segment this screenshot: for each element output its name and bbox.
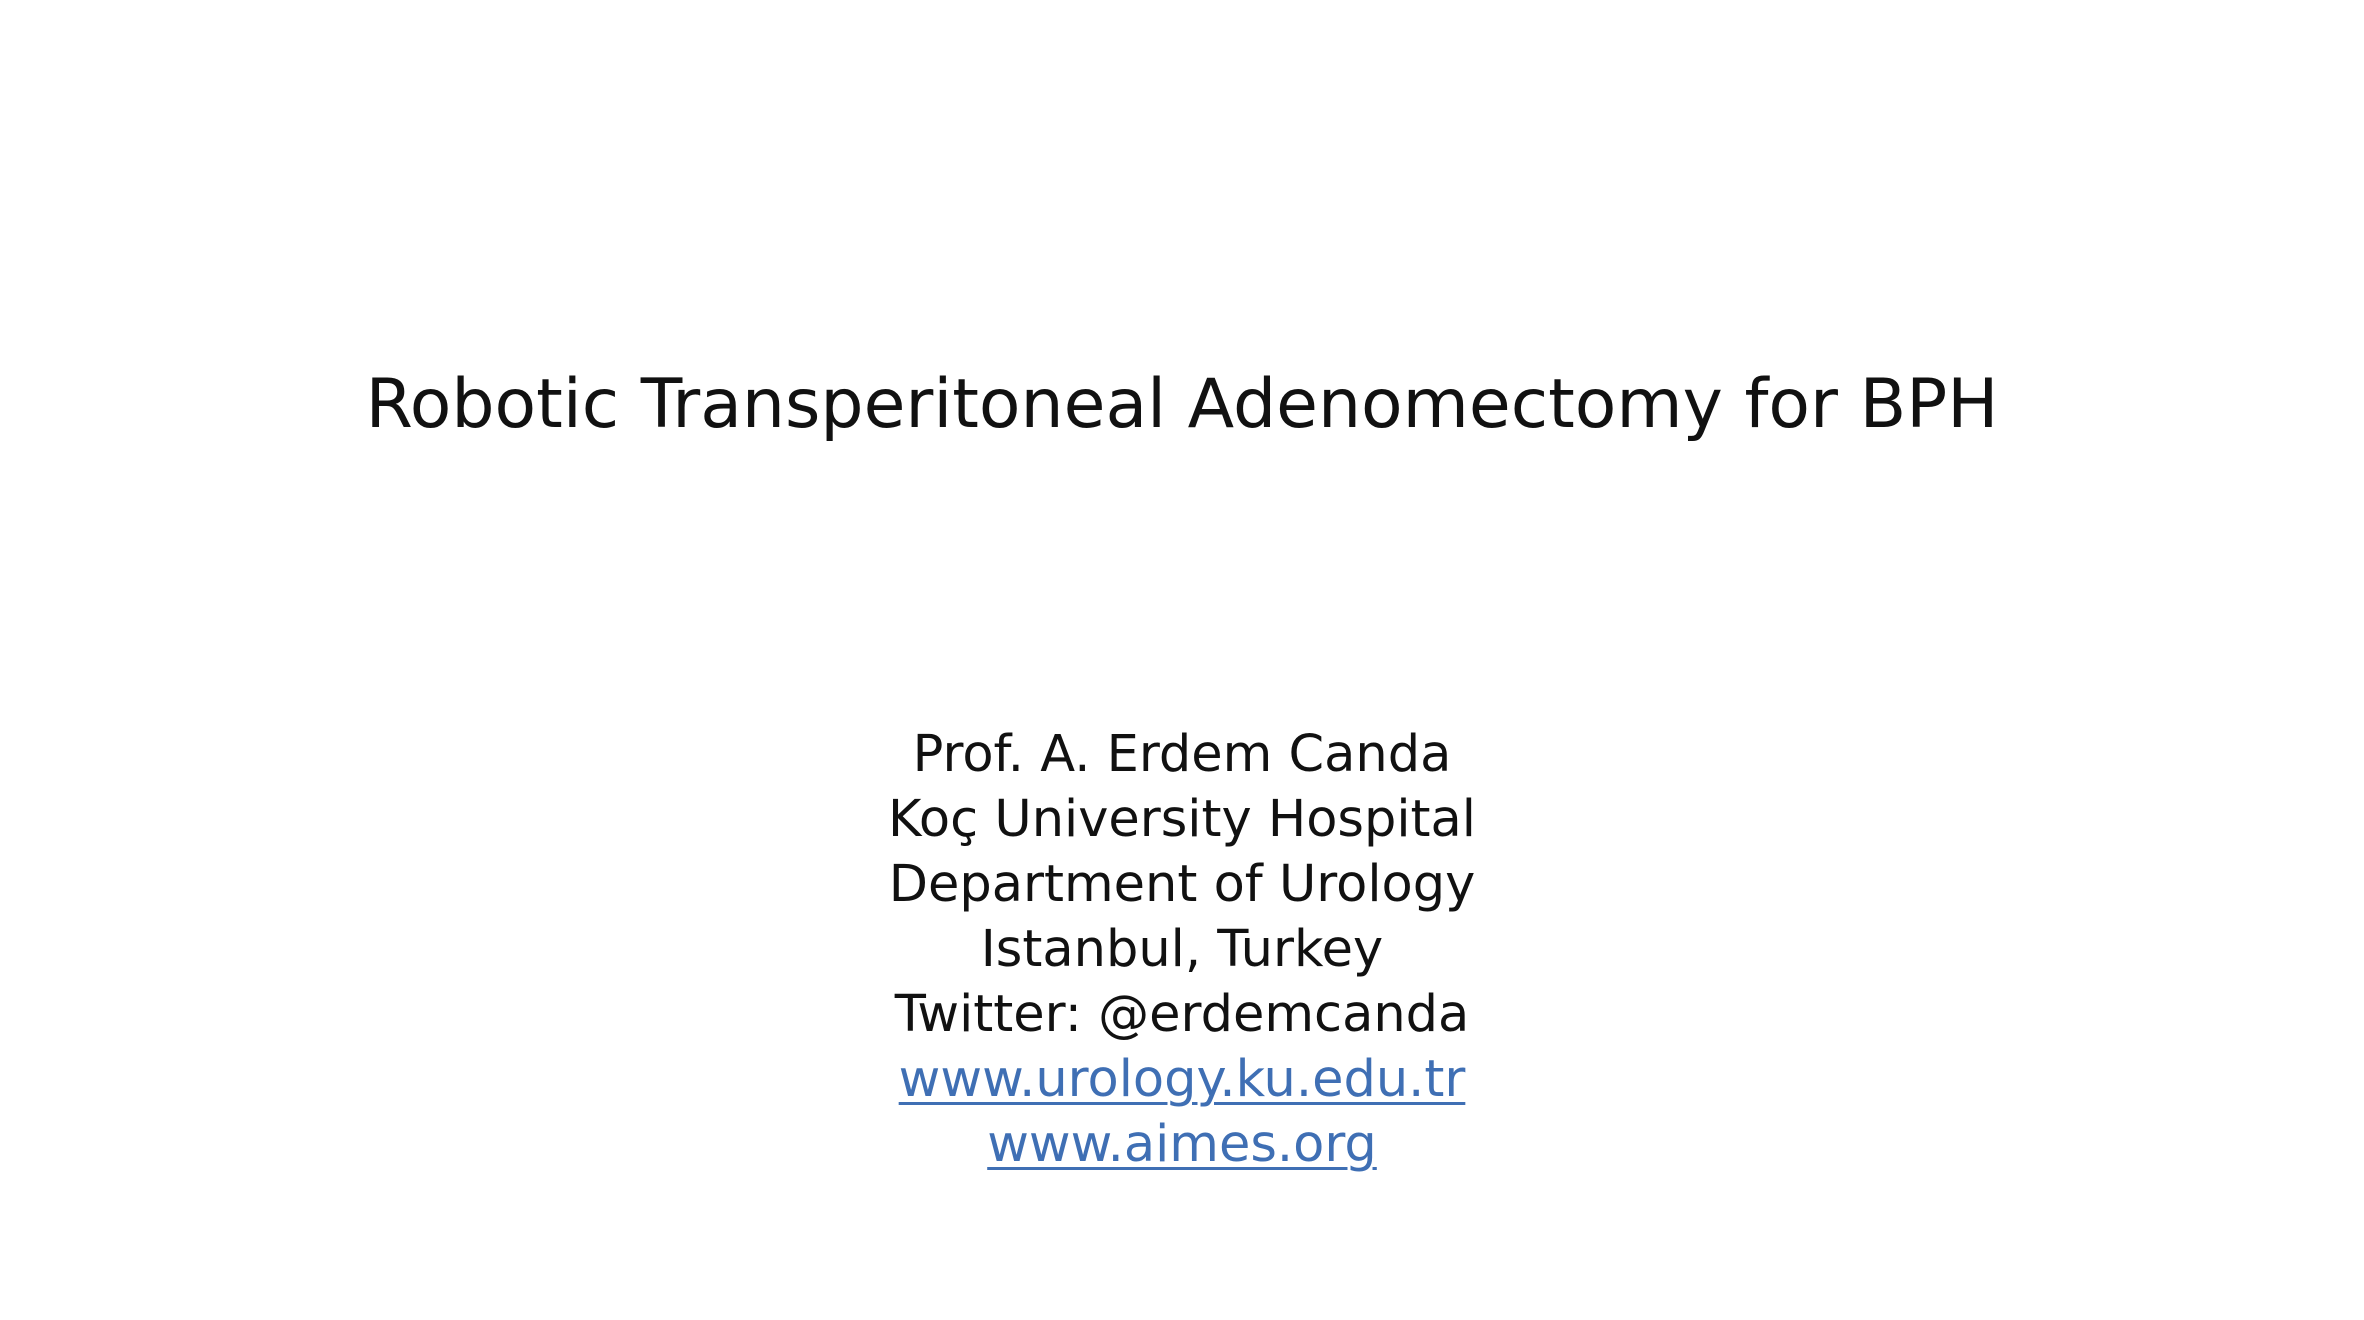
institution: Koç University Hospital [888, 790, 1476, 849]
author-info [0, 722, 2364, 1177]
urology-link[interactable]: www.urology.ku.edu.tr [898, 1050, 1466, 1109]
author-name: Prof. A. Erdem Canda [912, 725, 1452, 784]
aimes-link[interactable]: www.aimes.org [987, 1115, 1377, 1174]
location: Istanbul, Turkey [980, 920, 1384, 979]
slide-title: Robotic Transperitoneal Adenomectomy for BPH [365, 365, 1999, 444]
department: Department of Urology [888, 855, 1476, 914]
twitter-handle: Twitter: @erdemcanda [894, 985, 1470, 1044]
